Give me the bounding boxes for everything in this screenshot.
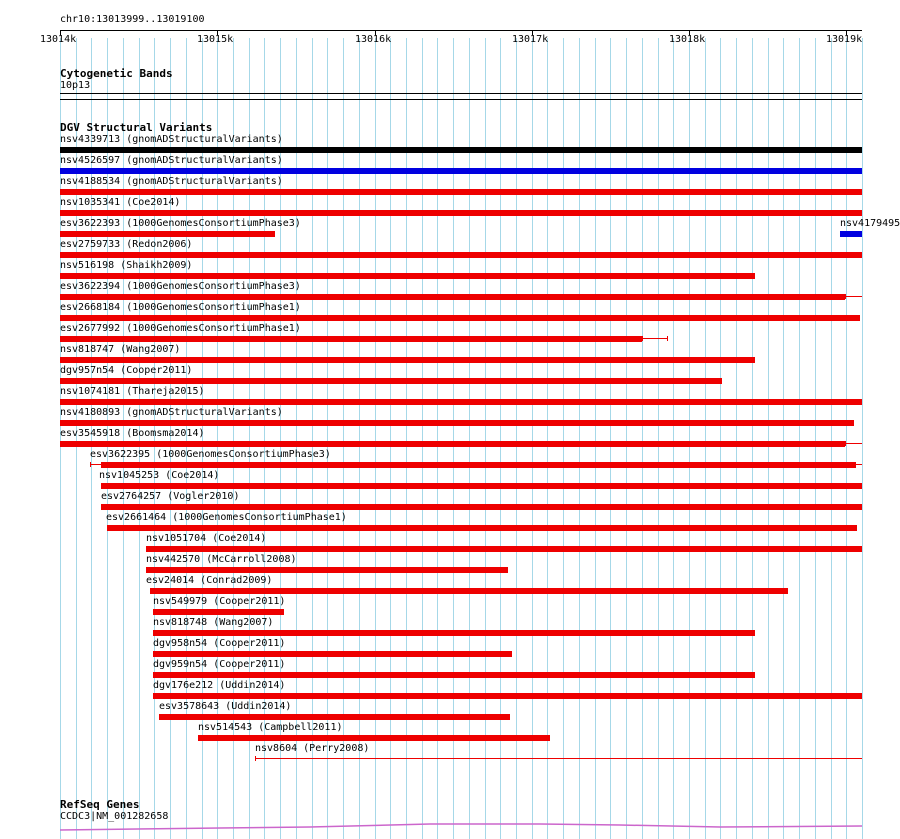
cytoband-top-line [60, 93, 862, 94]
dgv-feature-label[interactable]: nsv549979 (Cooper2011) [153, 596, 286, 607]
dgv-feature-bar[interactable] [60, 399, 862, 405]
dgv-feature-label[interactable]: nsv514543 (Campbell2011) [198, 722, 343, 733]
dgv-feature-bar[interactable] [60, 336, 642, 342]
dgv-track-title[interactable]: DGV Structural Variants [60, 121, 213, 134]
gene-line [60, 824, 862, 830]
dgv-feature-bar[interactable] [153, 693, 862, 699]
dgv-feature-label[interactable]: esv3622395 (1000GenomesConsortiumPhase3) [90, 449, 331, 460]
dgv-feature-bar[interactable] [60, 315, 860, 321]
dgv-feature-label[interactable]: nsv516198 (Shaikh2009) [60, 260, 193, 271]
dgv-feature-bar[interactable] [60, 168, 862, 174]
refseq-gene-label[interactable]: CCDC3|NM_001282658 [60, 811, 169, 822]
dgv-feature-flank-cap [667, 336, 668, 341]
dgv-feature-label[interactable]: nsv442570 (McCarroll2008) [146, 554, 297, 565]
ruler-line [60, 30, 862, 31]
dgv-feature-label[interactable]: nsv8604 (Perry2008) [255, 743, 370, 754]
dgv-feature-label[interactable]: dgv958n54 (Cooper2011) [153, 638, 286, 649]
dgv-feature-label[interactable]: nsv4180893 (gnomADStructuralVariants) [60, 407, 283, 418]
ruler-tick-label: 13016k [355, 34, 392, 45]
dgv-feature-bar[interactable] [60, 210, 862, 216]
dgv-feature-flank-cap [90, 462, 91, 467]
dgv-feature-bar[interactable] [840, 231, 862, 237]
dgv-feature-bar[interactable] [153, 672, 755, 678]
dgv-feature-bar[interactable] [60, 420, 854, 426]
dgv-feature-label[interactable]: esv2661464 (1000GenomesConsortiumPhase1) [106, 512, 347, 523]
dgv-feature-flank-cap [255, 756, 256, 761]
dgv-feature-label[interactable]: esv3622394 (1000GenomesConsortiumPhase3) [60, 281, 301, 292]
dgv-feature-label[interactable]: dgv957n54 (Cooper2011) [60, 365, 193, 376]
refseq-gene-model[interactable] [60, 818, 862, 834]
dgv-feature-flank[interactable] [845, 296, 862, 297]
cytoband-bottom-line [60, 99, 862, 100]
dgv-feature-label[interactable]: nsv4179495 [840, 218, 900, 229]
dgv-feature-bar[interactable] [153, 630, 755, 636]
refseq-track-title[interactable]: RefSeq Genes [60, 798, 140, 811]
dgv-feature-flank-cap [845, 294, 846, 299]
dgv-feature-label[interactable]: esv2759733 (Redon2006) [60, 239, 193, 250]
dgv-feature-bar[interactable] [159, 714, 510, 720]
cytoband-track-title[interactable]: Cytogenetic Bands [60, 67, 173, 80]
dgv-feature-label[interactable]: nsv1051704 (Coe2014) [146, 533, 267, 544]
dgv-feature-label[interactable]: esv2668184 (1000GenomesConsortiumPhase1) [60, 302, 301, 313]
dgv-feature-label[interactable]: nsv1074181 (Thareja2015) [60, 386, 205, 397]
dgv-feature-label[interactable]: nsv4339713 (gnomADStructuralVariants) [60, 134, 283, 145]
dgv-feature-label[interactable]: nsv818748 (Wang2007) [153, 617, 274, 628]
dgv-feature-label[interactable]: nsv1035341 (Coe2014) [60, 197, 181, 208]
dgv-feature-label[interactable]: esv3545918 (Boomsma2014) [60, 428, 205, 439]
dgv-feature-bar[interactable] [146, 567, 508, 573]
dgv-feature-bar[interactable] [101, 504, 862, 510]
dgv-feature-label[interactable]: nsv4526597 (gnomADStructuralVariants) [60, 155, 283, 166]
dgv-feature-bar[interactable] [150, 588, 788, 594]
dgv-feature-label[interactable]: esv3578643 (Uddin2014) [159, 701, 292, 712]
dgv-feature-label[interactable]: esv2677992 (1000GenomesConsortiumPhase1) [60, 323, 301, 334]
ruler-tick-label: 13015k [197, 34, 234, 45]
dgv-feature-bar[interactable] [153, 609, 284, 615]
dgv-feature-bar[interactable] [101, 462, 856, 468]
dgv-feature-flank[interactable] [642, 338, 667, 339]
dgv-feature-bar[interactable] [60, 273, 755, 279]
dgv-feature-label[interactable]: nsv4188534 (gnomADStructuralVariants) [60, 176, 283, 187]
dgv-feature-flank-cap [845, 441, 846, 446]
dgv-feature-bar[interactable] [146, 546, 862, 552]
dgv-feature-bar[interactable] [60, 252, 862, 258]
dgv-feature-bar[interactable] [60, 357, 755, 363]
dgv-feature-label[interactable]: esv3622393 (1000GenomesConsortiumPhase3) [60, 218, 301, 229]
dgv-feature-flank[interactable] [845, 443, 862, 444]
dgv-feature-bar[interactable] [60, 294, 845, 300]
region-label: chr10:13013999..13019100 [60, 14, 205, 25]
dgv-feature-bar[interactable] [153, 651, 512, 657]
dgv-feature-bar[interactable] [60, 441, 845, 447]
dgv-feature-label[interactable]: nsv818747 (Wang2007) [60, 344, 181, 355]
ruler-tick-label: 13018k [669, 34, 706, 45]
dgv-feature-bar[interactable] [107, 525, 857, 531]
cytoband-label: 10p13 [60, 80, 91, 91]
dgv-feature-label[interactable]: esv2764257 (Vogler2010) [101, 491, 240, 502]
dgv-feature-bar[interactable] [60, 147, 862, 153]
dgv-feature-bar[interactable] [60, 378, 722, 384]
dgv-feature-bar[interactable] [101, 483, 862, 489]
dgv-feature-flank[interactable] [255, 758, 862, 759]
ruler-tick-label: 13014k [40, 34, 77, 45]
dgv-feature-label[interactable]: esv24014 (Conrad2009) [146, 575, 273, 586]
dgv-feature-flank-cap [642, 336, 643, 341]
dgv-feature-bar[interactable] [60, 189, 862, 195]
ruler-tick-label: 13019k [826, 34, 863, 45]
dgv-feature-label[interactable]: dgv176e212 (Uddin2014) [153, 680, 286, 691]
dgv-feature-bar[interactable] [198, 735, 550, 741]
dgv-feature-label[interactable]: nsv1045253 (Coe2014) [99, 470, 220, 481]
dgv-feature-label[interactable]: dgv959n54 (Cooper2011) [153, 659, 286, 670]
ruler-tick-label: 13017k [512, 34, 549, 45]
dgv-feature-bar[interactable] [60, 231, 275, 237]
